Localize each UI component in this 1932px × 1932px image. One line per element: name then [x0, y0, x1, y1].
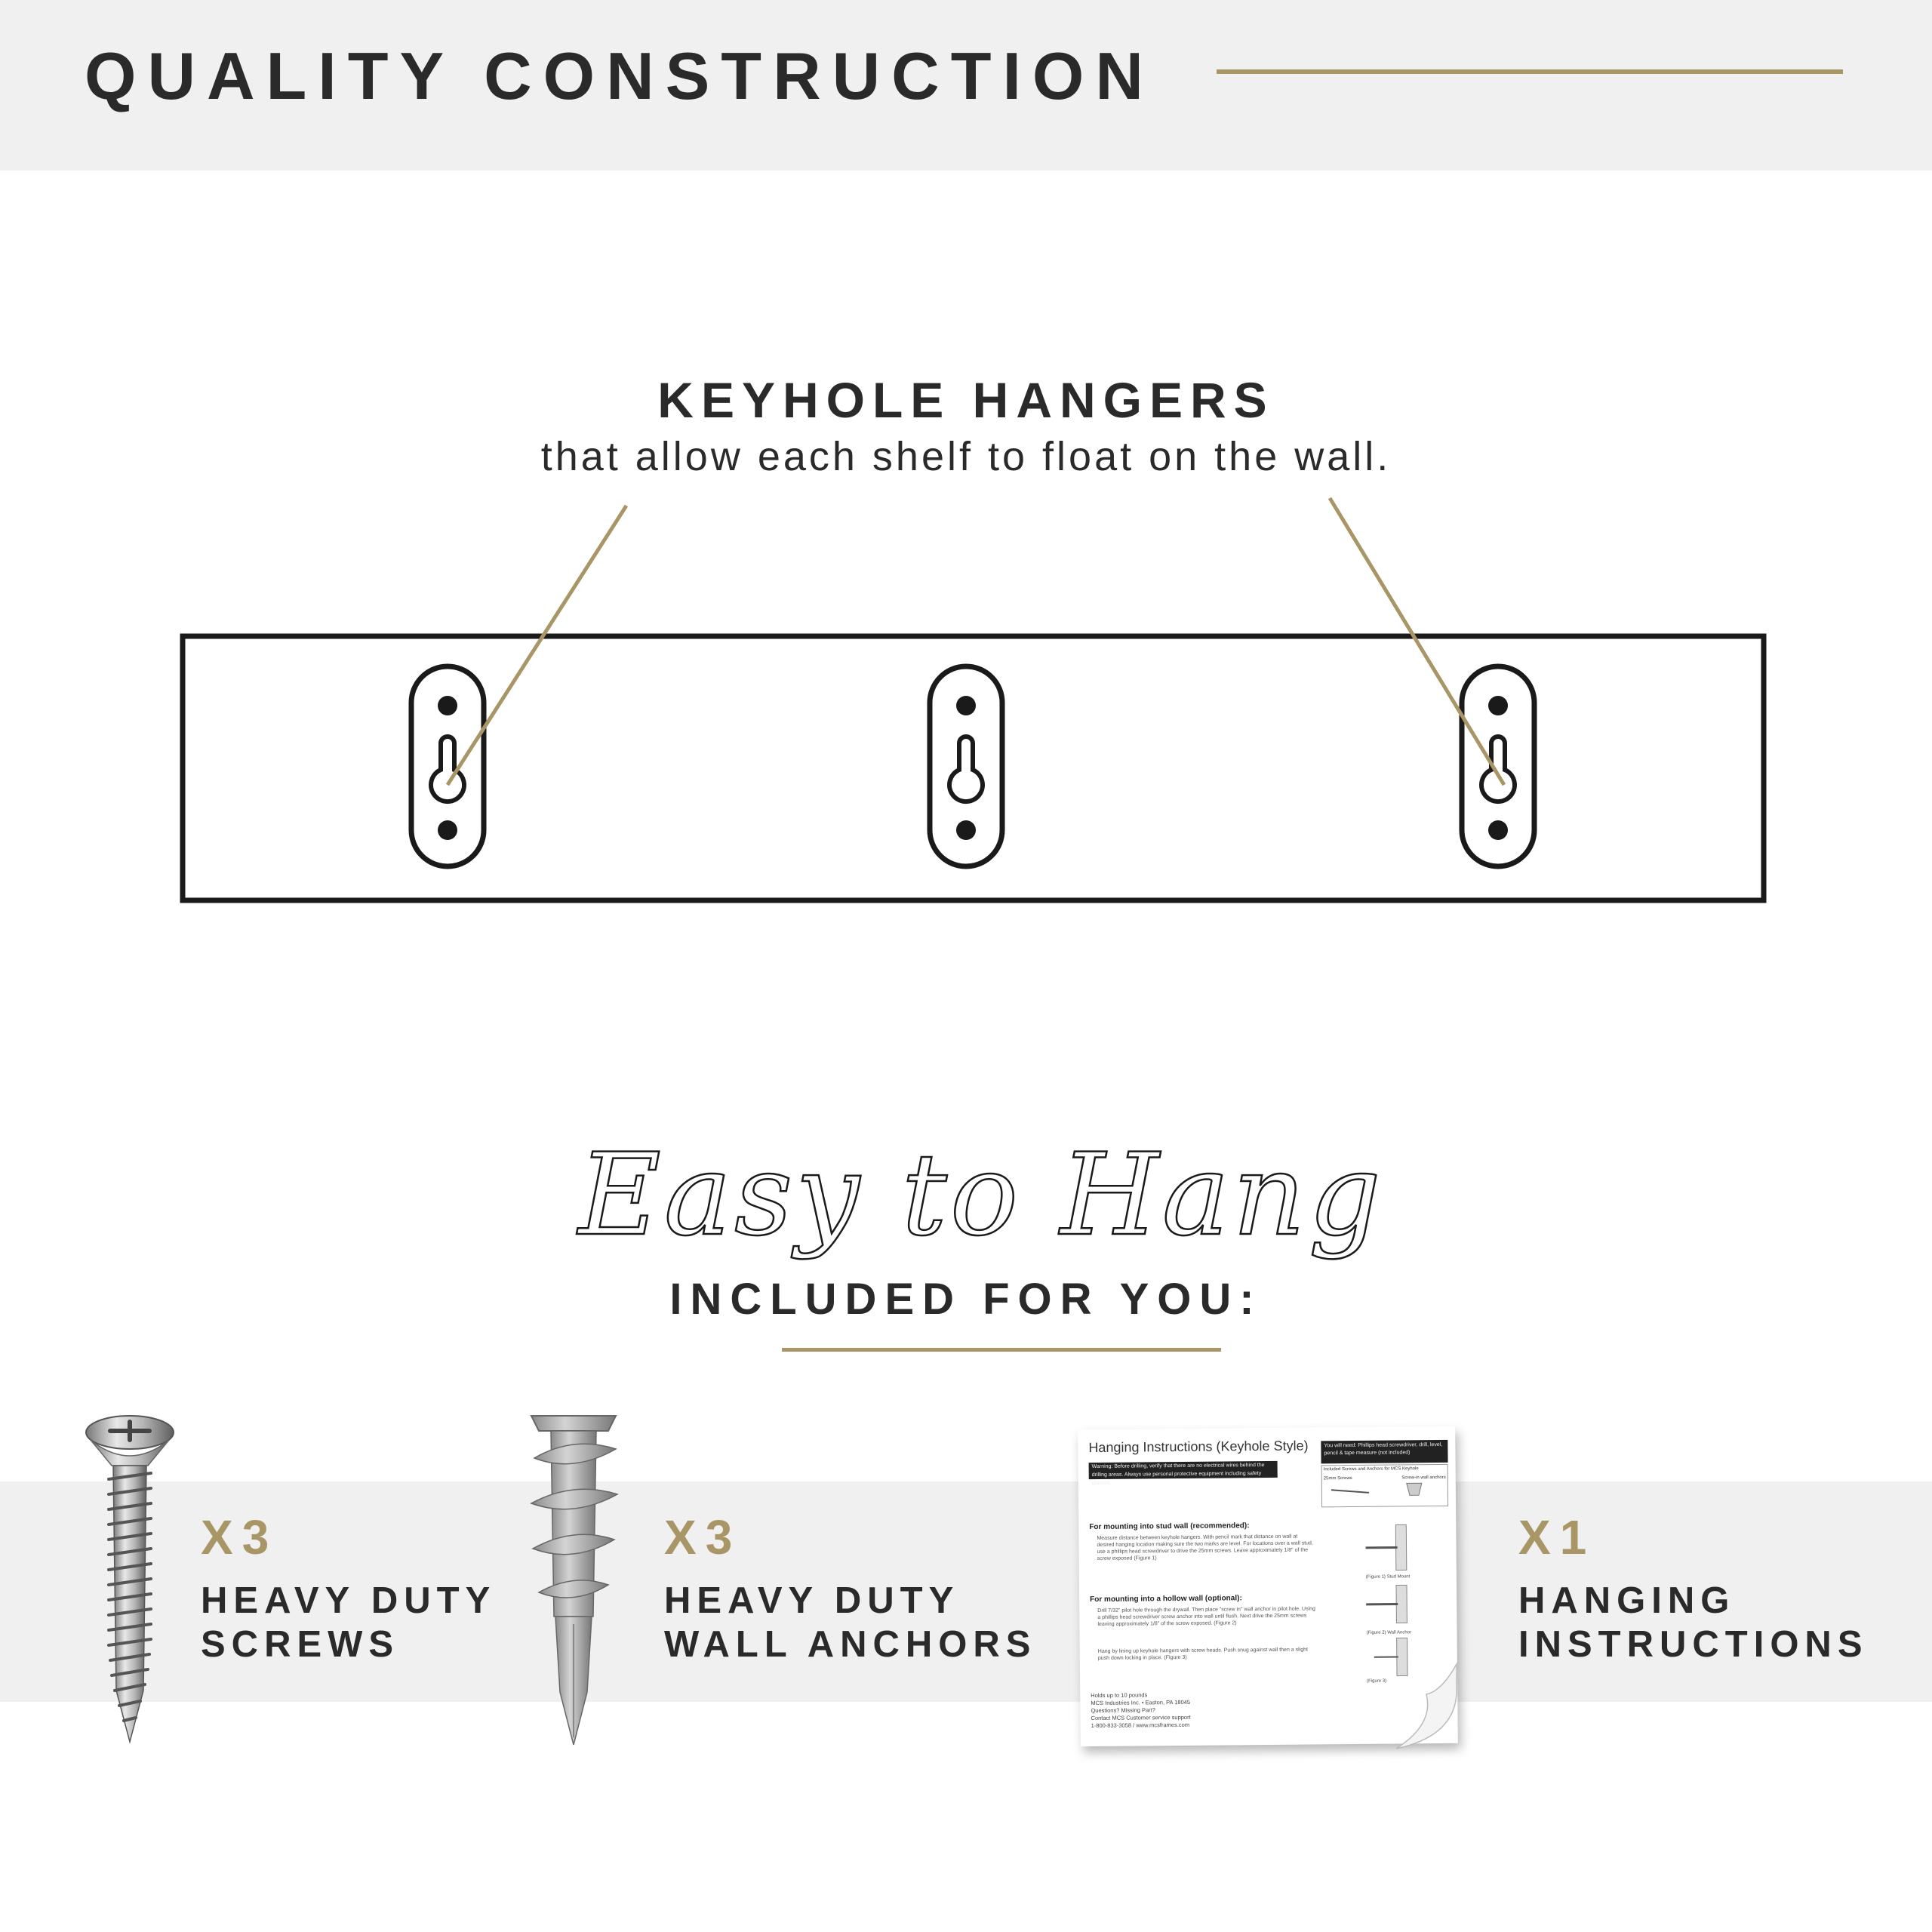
label-anchors-line1: HEAVY DUTY: [664, 1580, 960, 1621]
sheet-part1: 25mm Screws: [1323, 1476, 1352, 1481]
screw-icon: [75, 1404, 189, 1751]
sheet-parts-title: Included Screws and Anchors for MCS Keyhole: [1323, 1466, 1419, 1472]
sheet-phone: 1-800-833-3058 / www.mcsframes.com: [1091, 1721, 1190, 1730]
sheet-parts-icon: [1324, 1480, 1444, 1499]
keyhole-title: KEYHOLE HANGERS: [657, 372, 1275, 428]
sheet-curl-icon: [1381, 1664, 1472, 1751]
label-instructions-line2: INSTRUCTIONS: [1518, 1624, 1869, 1665]
label-anchors: [664, 1579, 1036, 1666]
qty-screws: X3: [201, 1510, 278, 1564]
label-instructions-line1: HANGING: [1518, 1580, 1736, 1621]
wall-anchor-icon: [521, 1405, 626, 1752]
keyhole-subtitle: that allow each shelf to float on the wall.: [540, 434, 1392, 479]
sheet-text-stud: Measure distance between keyhole hangers. With pencil mark that distance on wall at desired hanging location making sure the two marks are level. For locations over a wall stud, use a phillips head screwdriver to drive the 25mm screws. Leave approximately 1/8" of the screw exposed (Figure 1): [1097, 1534, 1313, 1561]
sheet-heading-hollow: For mounting into a hollow wall (optional):: [1090, 1594, 1242, 1604]
keyhole-hanger-icon: [1462, 666, 1534, 866]
sheet-fig2: (Figure 2) Wall Anchor: [1366, 1630, 1412, 1635]
qty-instructions: X1: [1518, 1510, 1596, 1564]
included-rule: [782, 1348, 1221, 1352]
label-anchors-line2: WALL ANCHORS: [664, 1624, 1037, 1665]
label-screws-line1: HEAVY DUTY: [201, 1580, 497, 1621]
qty-anchors: X3: [664, 1510, 742, 1564]
label-screws-line2: SCREWS: [201, 1624, 400, 1665]
keyhole-hanger-icon: [411, 666, 484, 866]
sheet-part2: Screw-in wall anchors: [1401, 1475, 1446, 1481]
sheet-figures: [1350, 1517, 1442, 1684]
easy-to-hang-text: Easy to Hang: [578, 1130, 1384, 1261]
sheet-hold: Holds up to 10 pounds: [1091, 1691, 1148, 1700]
sheet-warning: Warning: Before drilling, verify that there are no electrical wires behind the drilling areas. Always use personal protective equipment including safety glasses.: [1089, 1461, 1278, 1479]
keyhole-hanger-icon: [930, 666, 1002, 866]
label-screws: [201, 1579, 496, 1666]
sheet-company: MCS Industries Inc. • Easton, PA 18045: [1091, 1698, 1191, 1707]
header-title: QUALITY CONSTRUCTION: [85, 38, 1155, 113]
sheet-fig1: (Figure 1) Stud Mount: [1365, 1574, 1411, 1580]
sheet-questions: Questions? Missing Part?: [1091, 1706, 1155, 1715]
sheet-heading-stud: For mounting into stud wall (recommended):: [1089, 1521, 1250, 1532]
label-instructions: [1518, 1579, 1869, 1666]
included-title: INCLUDED FOR YOU:: [669, 1275, 1263, 1324]
sheet-text-hollow: Drill 7/32" pilot hole through the drywall. Then place "screw in" wall anchor in pilot hole. Using a phillips head screwdriver screw anchor into wall until flush. Next drive the 25mm screws leaving approximately 1/8" of the screw exposed. (Figure 2): [1097, 1606, 1315, 1627]
sheet-fig3: (Figure 3): [1367, 1678, 1387, 1684]
sheet-contact: Contact MCS Customer service support: [1091, 1713, 1191, 1722]
easy-to-hang-script: [578, 1098, 1384, 1294]
sheet-parts: [1321, 1464, 1448, 1507]
sheet-footer: [1091, 1691, 1191, 1730]
sheet-need: You will need: Phillips head screwdriver, drill, level, pencil & tape measure (not included): [1321, 1440, 1447, 1463]
sheet-text-hang: Hang by lining up keyhole hangers with screw heads. Push snug against wall then a slight push down locking in place. (Figure 3): [1097, 1647, 1309, 1661]
sheet-title: Hanging Instructions (Keyhole Style): [1088, 1438, 1309, 1456]
